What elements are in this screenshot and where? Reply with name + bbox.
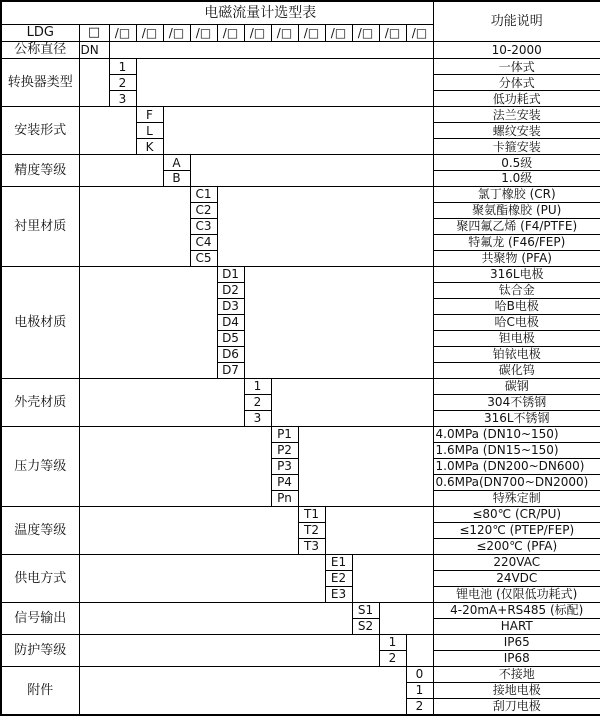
option-code: C2 [190, 203, 217, 219]
model-code-slot: /□ [379, 25, 406, 42]
option-description: 法兰安装 [433, 107, 600, 123]
option-code: D7 [217, 363, 244, 379]
option-code: 1 [406, 682, 433, 698]
spacer-cell [79, 59, 109, 107]
option-code: C1 [190, 187, 217, 203]
option-code: 2 [244, 395, 271, 411]
spacer-cell [79, 602, 352, 634]
spacer-cell [79, 187, 190, 267]
model-code-slot: /□ [190, 25, 217, 42]
option-description: 刮刀电极 [433, 698, 600, 715]
spacer-cell [190, 155, 433, 187]
option-description: 316L不锈钢 [433, 411, 600, 427]
category-installation-type: 安装形式 [1, 107, 79, 155]
option-description: ≤80℃ (CR/PU) [433, 506, 600, 522]
option-description: 碳钢 [433, 379, 600, 395]
option-code: D2 [217, 283, 244, 299]
option-description: 共聚物 (PFA) [433, 251, 600, 267]
spacer-cell [379, 602, 433, 634]
option-description: 0.5级 [433, 155, 600, 171]
option-code: D6 [217, 347, 244, 363]
option-description: 一体式 [433, 59, 600, 75]
spacer-cell [79, 506, 298, 554]
option-description: 24VDC [433, 570, 600, 586]
option-description: 特殊定制 [433, 490, 600, 506]
option-description: 1.0MPa (DN200~DN600) [433, 459, 600, 475]
option-code: P3 [271, 459, 298, 475]
option-description: 哈C电极 [433, 315, 600, 331]
spacer-cell [271, 379, 433, 427]
spacer-cell [79, 107, 136, 155]
spacer-cell [217, 187, 433, 267]
option-description: 304不锈钢 [433, 395, 600, 411]
option-code: L [136, 123, 163, 139]
option-description: 哈B电极 [433, 299, 600, 315]
option-description: 特氟龙 (F46/FEP) [433, 235, 600, 251]
table-title: 电磁流量计选型表 [1, 1, 433, 25]
option-description: 氯丁橡胶 (CR) [433, 187, 600, 203]
model-code-slot: /□ [325, 25, 352, 42]
option-description: HART [433, 618, 600, 634]
option-description: IP68 [433, 650, 600, 666]
option-description: 4.0MPa (DN10~150) [433, 427, 600, 443]
option-description: 220VAC [433, 554, 600, 570]
model-code-slot: /□ [136, 25, 163, 42]
category-nominal-diameter: 公称直径 [1, 42, 79, 59]
option-code: 3 [109, 91, 136, 107]
option-description: 316L电极 [433, 267, 600, 283]
option-description: 不接地 [433, 666, 600, 682]
option-code: C5 [190, 251, 217, 267]
option-code: 0 [406, 666, 433, 682]
option-description: 接地电极 [433, 682, 600, 698]
category-converter-type: 转换器类型 [1, 59, 79, 107]
option-description: 4-20mA+RS485 (标配) [433, 602, 600, 618]
option-code: C4 [190, 235, 217, 251]
option-description: 0.6MPa(DN700~DN2000) [433, 475, 600, 491]
spacer-cell [79, 666, 406, 715]
option-code: S1 [352, 602, 379, 618]
category-signal-output: 信号输出 [1, 602, 79, 634]
option-code: 1 [379, 634, 406, 650]
model-code-slot: /□ [217, 25, 244, 42]
spacer-cell [352, 554, 433, 602]
model-code-slot: /□ [271, 25, 298, 42]
option-code: 1 [244, 379, 271, 395]
option-code: E3 [325, 586, 352, 602]
option-code: E1 [325, 554, 352, 570]
option-description: 低功耗式 [433, 91, 600, 107]
option-code: T1 [298, 506, 325, 522]
option-description: 铂铱电极 [433, 347, 600, 363]
option-code: P1 [271, 427, 298, 443]
option-code: P2 [271, 443, 298, 459]
category-protection-rating: 防护等级 [1, 634, 79, 666]
option-code: E2 [325, 570, 352, 586]
option-code: Pn [271, 490, 298, 506]
option-description: 分体式 [433, 75, 600, 91]
option-description: 卡箍安装 [433, 139, 600, 155]
category-lining-material: 衬里材质 [1, 187, 79, 267]
category-housing-material: 外壳材质 [1, 379, 79, 427]
option-description: 1.0级 [433, 171, 600, 187]
category-pressure-rating: 压力等级 [1, 427, 79, 507]
option-code: T2 [298, 522, 325, 538]
spacer-cell [406, 634, 433, 666]
option-description: ≤120℃ (PTEP/FEP) [433, 522, 600, 538]
option-code: S2 [352, 618, 379, 634]
option-code: 2 [406, 698, 433, 715]
option-code: B [163, 171, 190, 187]
spacer-cell [79, 634, 379, 666]
option-code: F [136, 107, 163, 123]
model-prefix: LDG [1, 25, 79, 42]
spacer-cell [298, 427, 433, 507]
model-code-slot: /□ [298, 25, 325, 42]
option-code: A [163, 155, 190, 171]
option-description: 钽电极 [433, 331, 600, 347]
option-description: 聚氨酯橡胶 (PU) [433, 203, 600, 219]
option-code: D5 [217, 331, 244, 347]
spacer-cell [79, 379, 244, 427]
option-code: 3 [244, 411, 271, 427]
option-description: 钛合金 [433, 283, 600, 299]
category-power-supply: 供电方式 [1, 554, 79, 602]
option-description: 聚四氟乙烯 (F4/PTFE) [433, 219, 600, 235]
option-description: ≤200℃ (PFA) [433, 538, 600, 554]
option-code: C3 [190, 219, 217, 235]
option-code: D3 [217, 299, 244, 315]
option-code: 2 [379, 650, 406, 666]
model-code-slot: /□ [109, 25, 136, 42]
model-code-slot: /□ [163, 25, 190, 42]
model-code-slot: /□ [352, 25, 379, 42]
option-description: IP65 [433, 634, 600, 650]
option-code: T3 [298, 538, 325, 554]
spacer-cell [79, 427, 271, 507]
option-description: 锂电池 (仅限低功耗式) [433, 586, 600, 602]
category-accessories: 附件 [1, 666, 79, 715]
spacer-cell [79, 554, 325, 602]
spacer-cell [136, 59, 433, 107]
category-accuracy-class: 精度等级 [1, 155, 79, 187]
option-description: 1.6MPa (DN15~150) [433, 443, 600, 459]
option-code: 2 [109, 75, 136, 91]
spacer-cell [163, 107, 433, 155]
option-code: D1 [217, 267, 244, 283]
spacer-cell [244, 267, 433, 379]
option-code: D4 [217, 315, 244, 331]
category-electrode-material: 电极材质 [1, 267, 79, 379]
option-code: P4 [271, 475, 298, 491]
spacer-cell [79, 267, 217, 379]
option-code: K [136, 139, 163, 155]
option-description: 碳化钨 [433, 363, 600, 379]
option-description: 10-2000 [433, 42, 600, 59]
spacer-cell [109, 42, 433, 59]
category-temperature-rating: 温度等级 [1, 506, 79, 554]
spacer-cell [79, 155, 163, 187]
option-code: DN [79, 42, 109, 59]
model-code-slot: /□ [406, 25, 433, 42]
option-code: 1 [109, 59, 136, 75]
model-code-slot: /□ [244, 25, 271, 42]
function-description-header: 功能说明 [433, 1, 600, 42]
spacer-cell [325, 506, 433, 554]
model-code-box: □ [79, 25, 109, 42]
option-description: 螺纹安装 [433, 123, 600, 139]
